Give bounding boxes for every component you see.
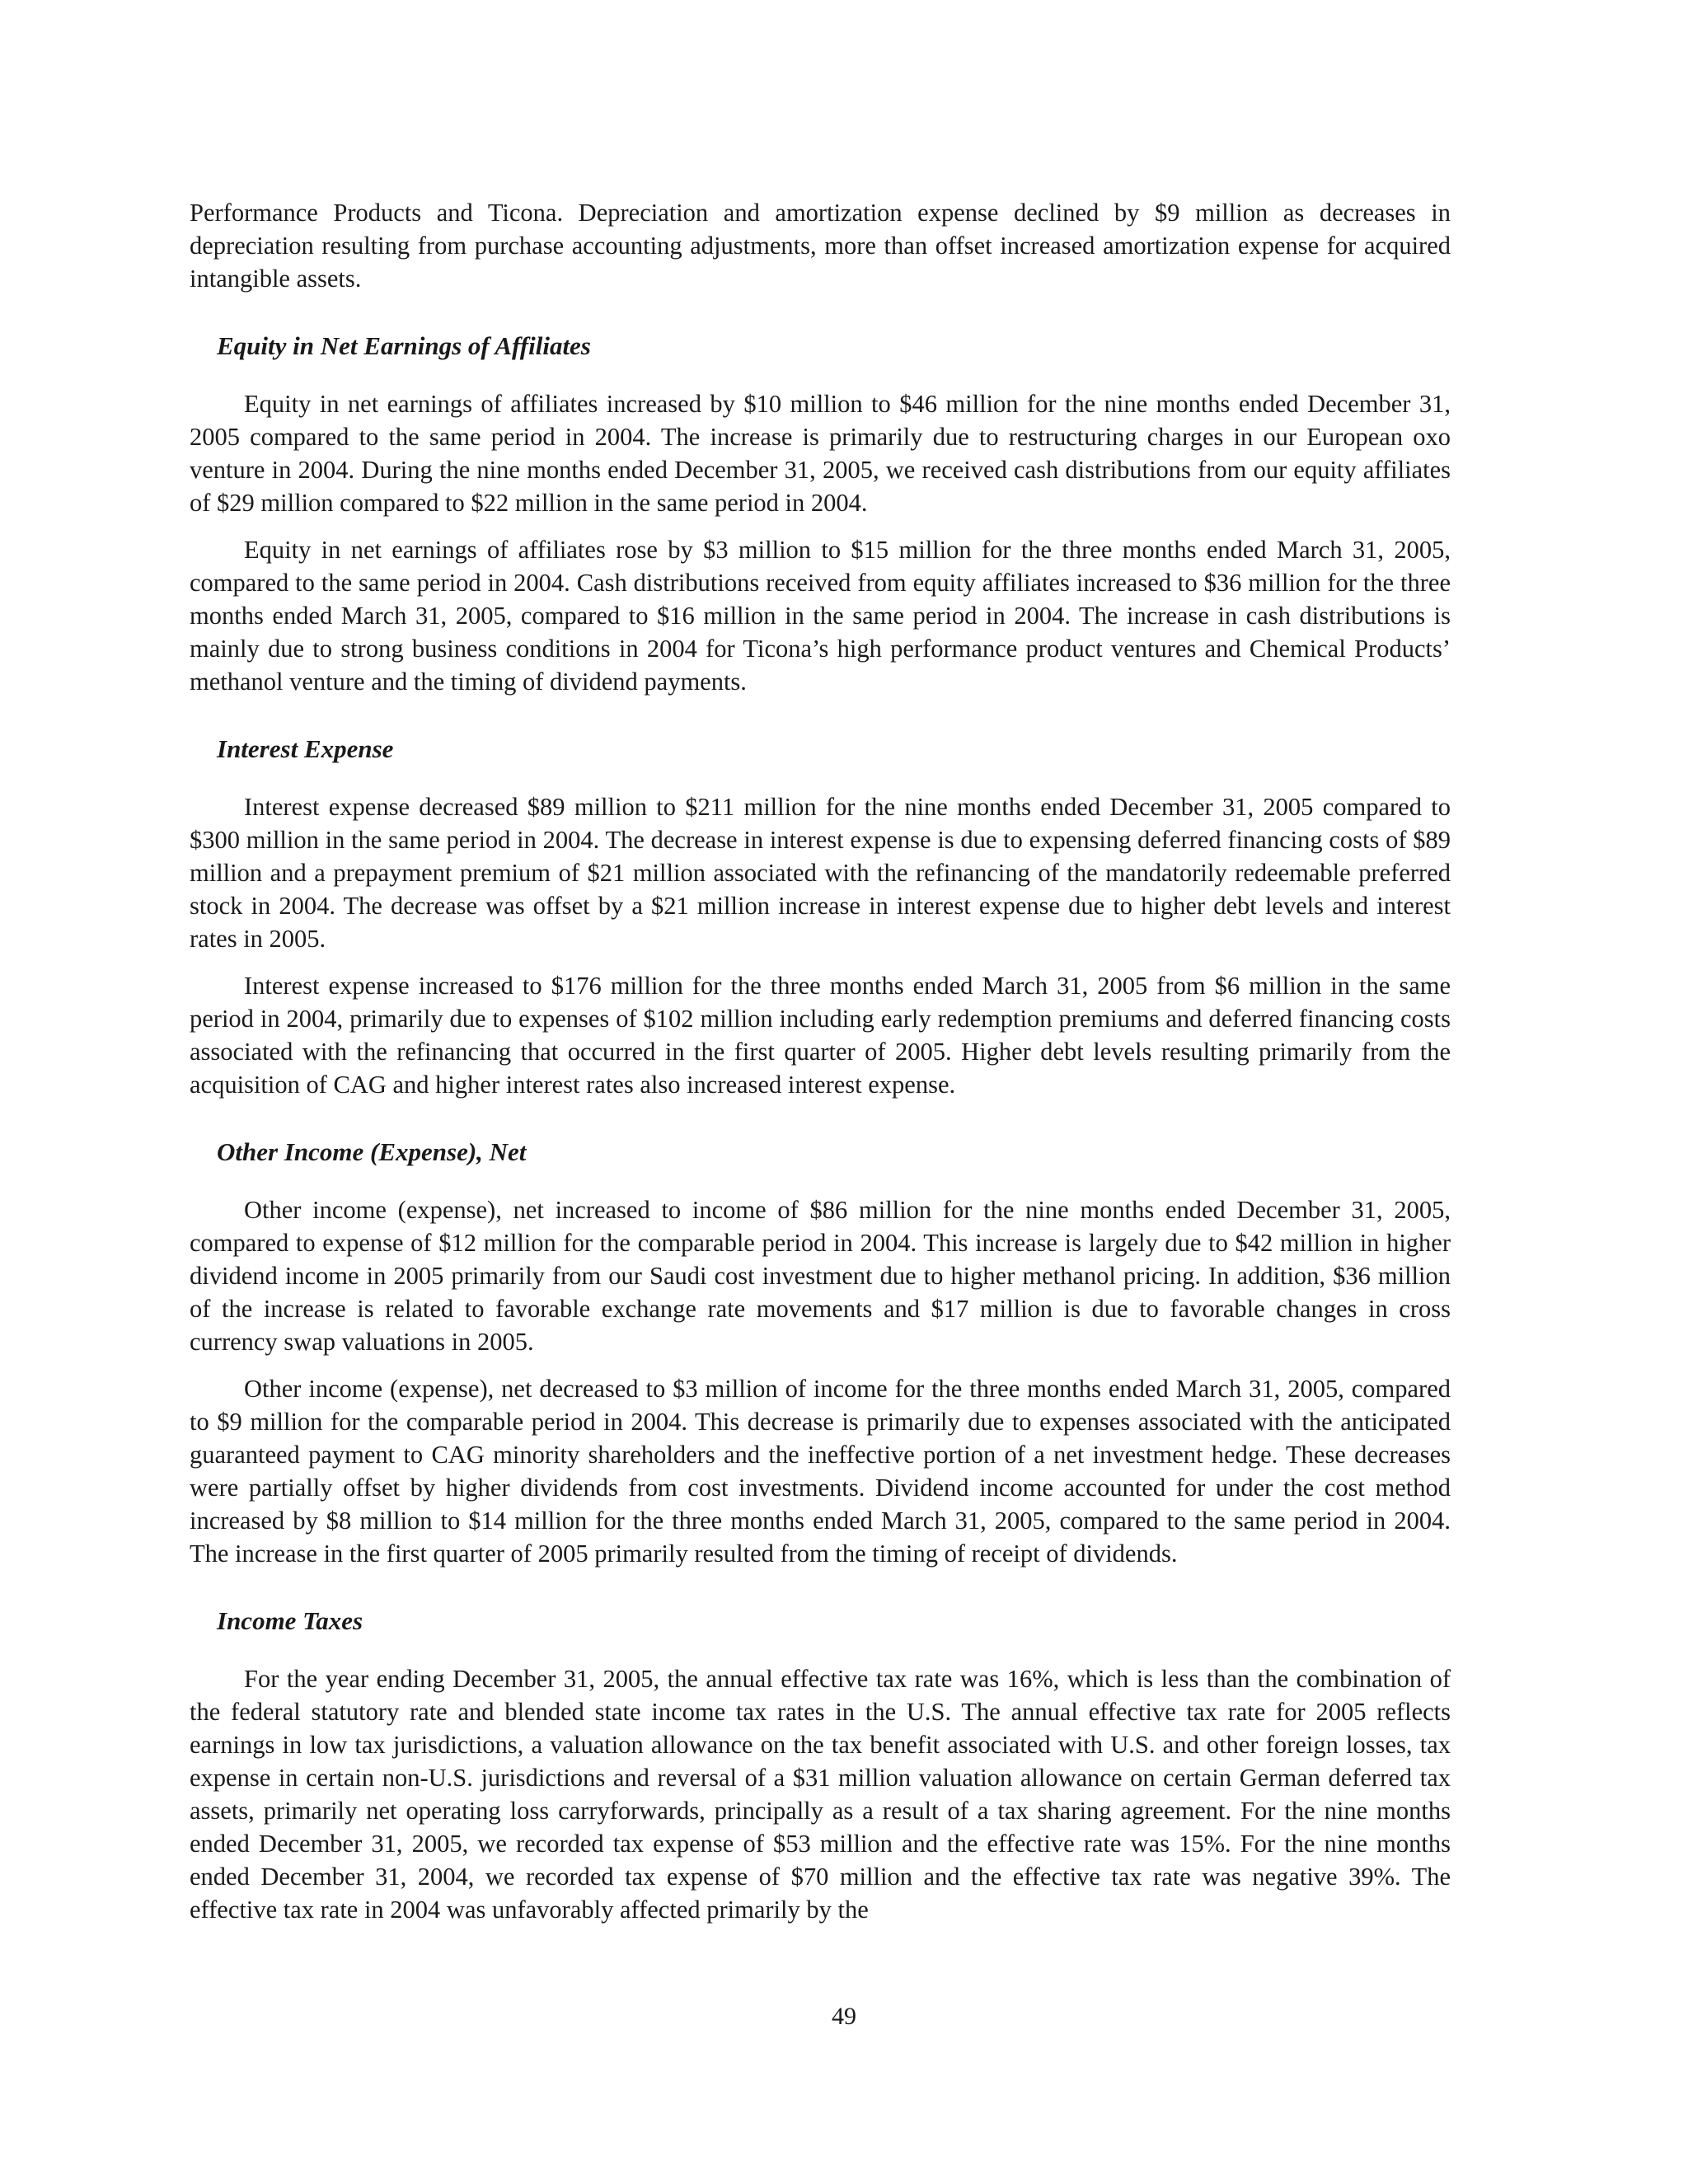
paragraph: For the year ending December 31, 2005, the annual effective tax rate was 16%, which is less than the combination of the federal statutory rate and blended state income tax rates in the U.S. The annual effective tax rate for 2005 reflects earnings in low tax jurisdictions, a valuation allowance on the tax benefit associated with U.S. and other foreign losses, tax expense in certain non-U.S. jurisdictions and reversal of a $31 million valuation allowance on certain German deferred tax assets, primarily net operating loss carryforwards, principally as a result of a tax sharing agreement. For the nine months ended December 31, 2005, we recorded tax expense of $53 million and the effective rate was 15%. For the nine months ended December 31, 2004, we recorded tax expense of $70 million and the effective tax rate was negative 39%. The effective tax rate in 2004 was unfavorably affected primarily by the bbox=[190, 1665, 1451, 1924]
section-heading-other-income: Other Income (Expense), Net bbox=[217, 1137, 527, 1166]
intro-paragraph: Performance Products and Ticona. Depreciation and amortization expense declined by $9 million as decreases in depreciation resulting from purchase accounting adjustments, more than offset increased amortization expense for acquired intangible assets. bbox=[190, 199, 1451, 293]
section-heading-equity-affiliates: Equity in Net Earnings of Affiliates bbox=[217, 331, 591, 360]
paragraph: Equity in net earnings of affiliates rose by $3 million to $15 million for the three months ended March 31, 2005, compared to the same period in 2004. Cash distributions received from equity affiliates increased to $36 million for the three months ended March 31, 2005, compared to $16 million in the same period in 2004. The increase in cash distributions is mainly due to strong business conditions in 2004 for Ticona’s high performance product ventures and Chemical Products’ methanol venture and the timing of dividend payments. bbox=[190, 536, 1451, 696]
paragraph: Interest expense increased to $176 million for the three months ended March 31, 2005 from $6 million in the same period in 2004, primarily due to expenses of $102 million including early redemption premiums and deferred financing costs associated with the refinancing that occurred in the first quarter of 2005. Higher debt levels resulting primarily from the acquisition of CAG and higher interest rates also increased interest expense. bbox=[190, 972, 1451, 1099]
paragraph: Interest expense decreased $89 million to $211 million for the nine months ended December 31, 2005 compared to $300 million in the same period in 2004. The decrease in interest expense is due to expensing deferred financing costs of $89 million and a prepayment premium of $21 million associated with the refinancing of the mandatorily redeemable preferred stock in 2004. The decrease was offset by a $21 million increase in interest expense due to higher debt levels and interest rates in 2005. bbox=[190, 793, 1451, 953]
page-number: 49 bbox=[832, 2003, 856, 2030]
paragraph: Equity in net earnings of affiliates increased by $10 million to $46 million for the nine months ended December 31, 2005 compared to the same period in 2004. The increase is primarily due to restructuring charges in our European oxo venture in 2004. During the nine months ended December 31, 2005, we received cash distributions from our equity affiliates of $29 million compared to $22 million in the same period in 2004. bbox=[190, 390, 1451, 517]
document-body bbox=[190, 196, 1451, 1926]
section-heading-interest-expense: Interest Expense bbox=[217, 734, 394, 763]
paragraph: Other income (expense), net decreased to $3 million of income for the three months ended March 31, 2005, compared to $9 million for the comparable period in 2004. This decrease is primarily due to expenses associated with the anticipated guaranteed payment to CAG minority shareholders and the ineffective portion of a net investment hedge. These decreases were partially offset by higher dividends from cost investments. Dividend income accounted for under the cost method increased by $8 million to $14 million for the three months ended March 31, 2005, compared to the same period in 2004. The increase in the first quarter of 2005 primarily resulted from the timing of receipt of dividends. bbox=[190, 1375, 1451, 1568]
paragraph: Other income (expense), net increased to income of $86 million for the nine months ended December 31, 2005, compared to expense of $12 million for the comparable period in 2004. This increase is largely due to $42 million in higher dividend income in 2005 primarily from our Saudi cost investment due to higher methanol pricing. In addition, $36 million of the increase is related to favorable exchange rate movements and $17 million is due to favorable changes in cross currency swap valuations in 2005. bbox=[190, 1196, 1451, 1356]
section-heading-income-taxes: Income Taxes bbox=[217, 1606, 363, 1635]
